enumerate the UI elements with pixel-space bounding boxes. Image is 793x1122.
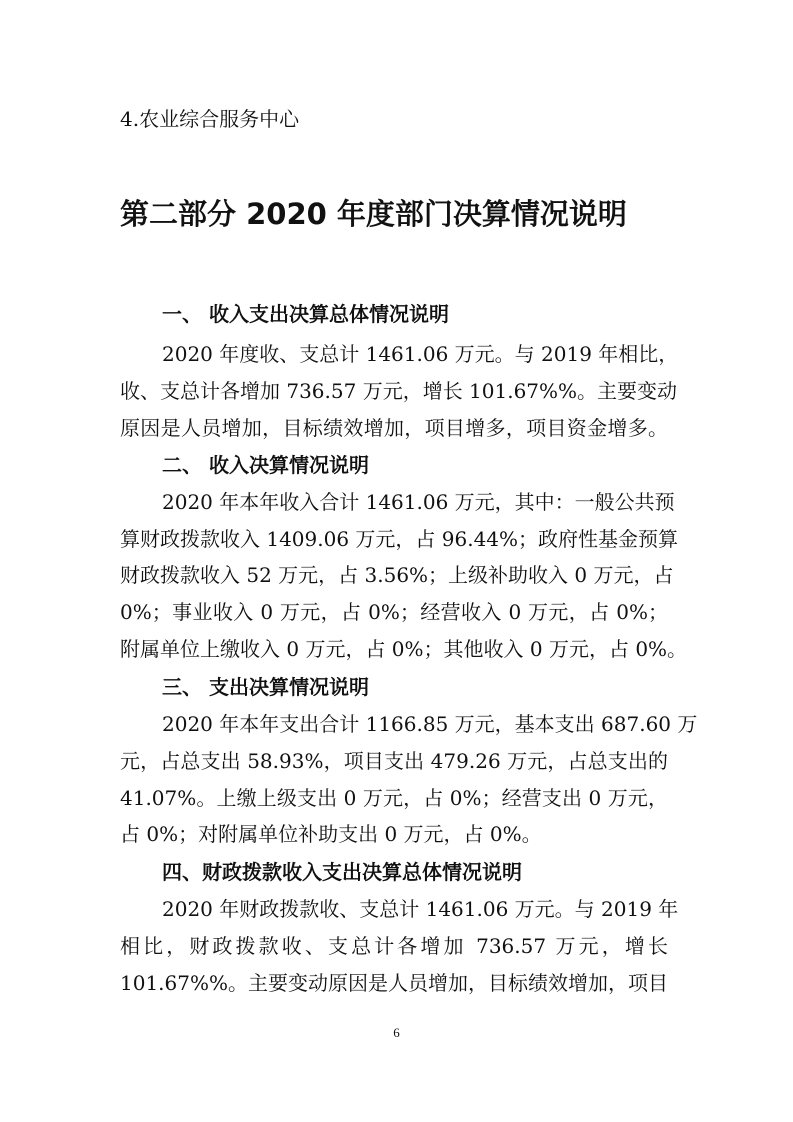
section-2-heading: 二、 收入决算情况说明: [162, 453, 369, 477]
section-3-line-4: 占 0%；对附属单位补助支出 0 万元，占 0%。: [120, 822, 542, 846]
page-number: 6: [393, 1025, 400, 1040]
section-1-line-2: 收、支总计各增加 736.57 万元，增长 101.67%%。主要变动: [120, 379, 678, 403]
section-4-line-2: 相比，财政拨款收、支总计各增加 736.57 万元，增长: [120, 934, 668, 958]
section-4-line-1: 2020 年财政拨款收、支总计 1461.06 万元。与 2019 年: [162, 897, 679, 921]
section-3-line-2: 元，占总支出 58.93%，项目支出 479.26 万元，占总支出的: [120, 749, 668, 773]
section-2-line-4: 0%；事业收入 0 万元，占 0%；经营收入 0 万元，占 0%；: [120, 600, 668, 624]
part-title: 第二部分 2020 年度部门决算情况说明: [120, 197, 627, 231]
section-3-line-1: 2020 年本年支出合计 1166.85 万元，基本支出 687.60 万: [162, 712, 698, 736]
section-2-line-2: 算财政拨款收入 1409.06 万元，占 96.44%；政府性基金预算: [120, 527, 679, 551]
section-1-line-1: 2020 年度收、支总计 1461.06 万元。与 2019 年相比，: [162, 342, 679, 366]
section-2-line-3: 财政拨款收入 52 万元，占 3.56%；上级补助收入 0 万元，占: [120, 563, 674, 587]
section-1-line-3: 原因是人员增加，目标绩效增加，项目增多，项目资金增多。: [120, 416, 668, 440]
item-label: 4.农业综合服务中心: [120, 107, 300, 131]
section-2-line-1: 2020 年本年收入合计 1461.06 万元，其中：一般公共预: [162, 490, 675, 514]
section-4-heading: 四、财政拨款收入支出决算总体情况说明: [162, 860, 522, 884]
section-4-line-3: 101.67%%。主要变动原因是人员增加，目标绩效增加，项目: [120, 971, 668, 995]
section-1-heading: 一、 收入支出决算总体情况说明: [162, 302, 449, 326]
section-2-line-5: 附属单位上缴收入 0 万元，占 0%；其他收入 0 万元，占 0%。: [120, 637, 688, 661]
section-3-line-3: 41.07%。上缴上级支出 0 万元，占 0%；经营支出 0 万元，: [120, 786, 668, 810]
section-3-heading: 三、 支出决算情况说明: [162, 675, 369, 699]
